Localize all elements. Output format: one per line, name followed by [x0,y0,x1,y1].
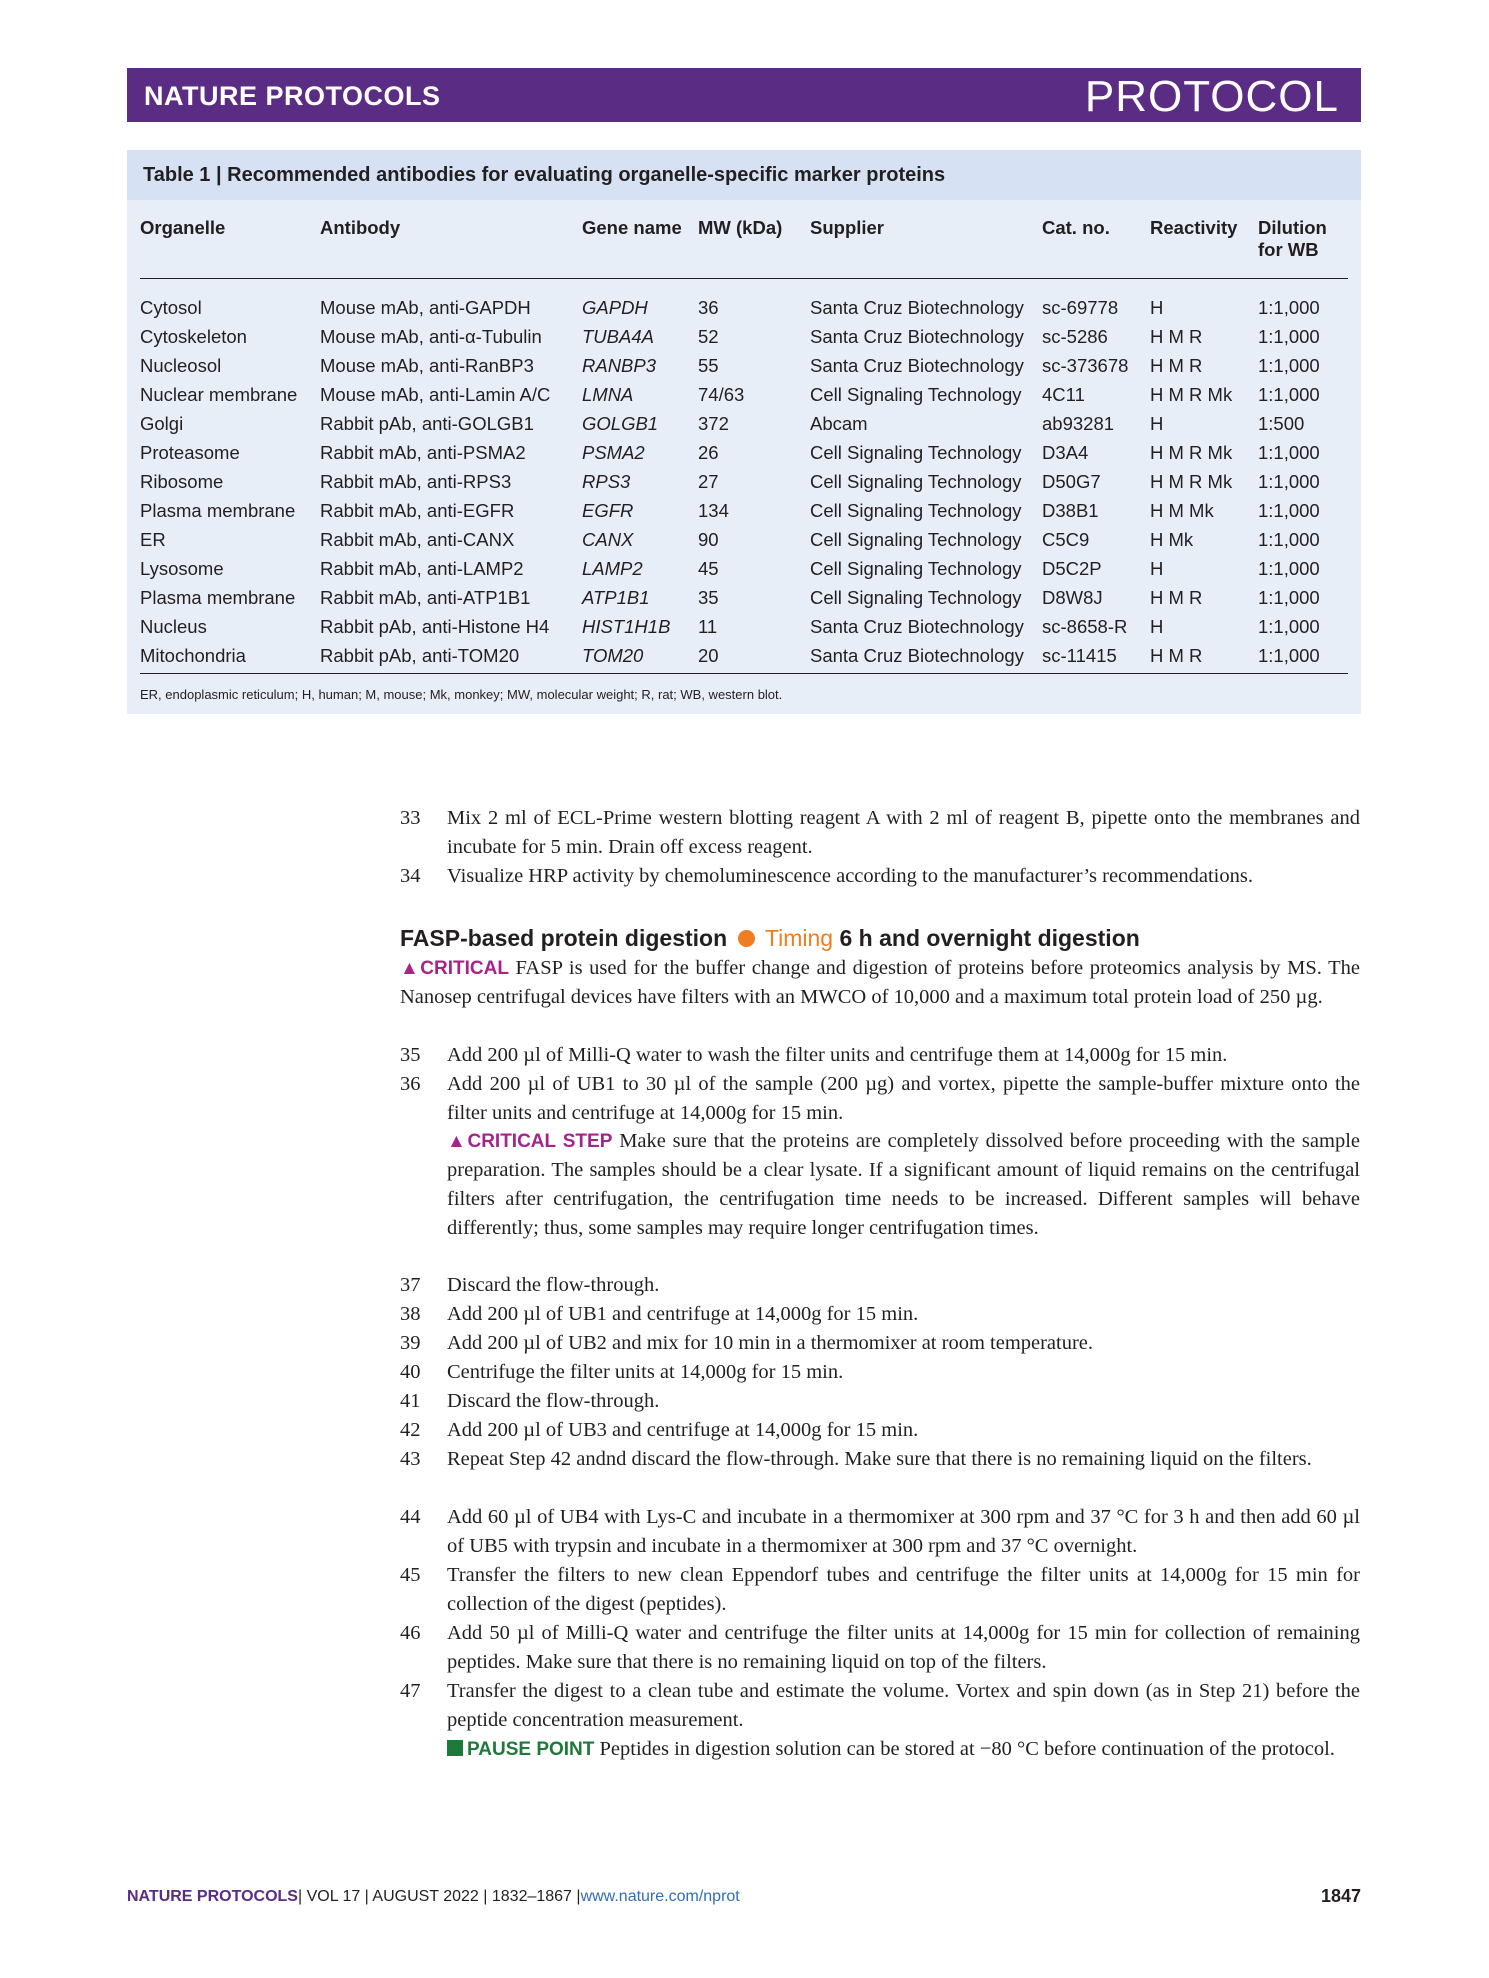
col-header-supplier: Supplier [810,217,885,238]
cell-antibody: Rabbit pAb, anti-GOLGB1 [320,413,534,434]
cell-organelle: Cytoskeleton [140,326,247,347]
cell-supplier: Abcam [810,413,868,434]
cell-mw: 372 [698,413,729,434]
cell-supplier: Cell Signaling Technology [810,529,1022,550]
cell-antibody: Mouse mAb, anti-RanBP3 [320,355,534,376]
table-row [127,471,1361,500]
table-title [143,164,945,187]
cell-cat-no: D3A4 [1042,442,1089,463]
cell-cat-no: 4C11 [1042,384,1085,405]
cell-gene-name: TOM20 [582,645,644,666]
cell-mw: 27 [698,471,719,492]
cell-organelle: ER [140,529,166,550]
table-rule-top [140,278,1348,279]
cell-dilution: 1:1,000 [1258,326,1320,347]
cell-antibody: Rabbit pAb, anti-TOM20 [320,645,520,666]
cell-cat-no: ab93281 [1042,413,1115,434]
cell-mw: 74/63 [698,384,745,405]
cell-reactivity: H M R Mk [1150,442,1233,463]
cell-dilution: 1:1,000 [1258,355,1320,376]
cell-dilution: 1:1,000 [1258,558,1320,579]
step-number: 47 [400,1680,421,1702]
step-text: Mix 2 ml of ECL-Prime western blotting reagent A with 2 ml of reagent B, pipette onto the membranes and incubate for 5 min. Drain off excess reagent. [447,807,1360,858]
pause-point-text: Peptides in digestion solution can be stored at −80 °C before continuation of the protocol. [599,1738,1335,1760]
critical-step-text: Make sure that the proteins are completely dissolved before proceeding with the sample preparation. The samples should be a clear lysate. If a significant amount of liquid remains on the centrifugal filters after centrifugation, the centrifugation time needs to be increased. Different samples will behave differently; thus, some samples may require longer centrifugation times. [447,1130,1360,1239]
table-row [127,616,1361,645]
cell-organelle: Lysosome [140,558,224,579]
step-number: 41 [400,1390,421,1412]
cell-dilution: 1:1,000 [1258,471,1320,492]
cell-organelle: Plasma membrane [140,500,296,521]
cell-supplier: Santa Cruz Biotechnology [810,645,1024,666]
step-text: Add 200 µl of UB2 and mix for 10 min in a thermomixer at room temperature. [447,1332,1094,1354]
cell-dilution: 1:1,000 [1258,442,1320,463]
col-header-mw: MW (kDa) [698,217,783,238]
cell-organelle: Plasma membrane [140,587,296,608]
cell-cat-no: D38B1 [1042,500,1099,521]
step-text: Discard the flow-through. [447,1274,660,1296]
step-number: 36 [400,1073,421,1095]
cell-cat-no: sc-8658-R [1042,616,1128,637]
cell-supplier: Santa Cruz Biotechnology [810,297,1024,318]
cell-reactivity: H M R [1150,645,1203,666]
critical-label: ▲CRITICAL [400,958,509,979]
journal-header-bar [127,68,1361,122]
cell-dilution: 1:1,000 [1258,645,1320,666]
critical-step-note [447,1127,1360,1243]
cell-mw: 55 [698,355,719,376]
step-text: Add 200 µl of UB3 and centrifuge at 14,000g for 15 min. [447,1419,919,1441]
cell-supplier: Cell Signaling Technology [810,471,1022,492]
step-text: Add 60 µl of UB4 with Lys-C and incubate in a thermomixer at 300 rpm and 37 °C for 3 h and then add 60 µl of UB5 with trypsin and incubate in a thermomixer at 300 rpm and 37 °C overnight. [447,1506,1360,1557]
cell-reactivity: H M R [1150,355,1203,376]
cell-reactivity: H Mk [1150,529,1194,550]
col-header-reactivity: Reactivity [1150,217,1238,238]
cell-antibody: Mouse mAb, anti-α-Tubulin [320,326,542,347]
cell-dilution: 1:1,000 [1258,587,1320,608]
cell-mw: 134 [698,500,729,521]
step-text: Add 200 µl of Milli-Q water to wash the filter units and centrifuge them at 14,000g for 15 min. [447,1044,1228,1066]
cell-cat-no: sc-5286 [1042,326,1108,347]
table-row [127,558,1361,587]
cell-organelle: Ribosome [140,471,224,492]
cell-mw: 52 [698,326,719,347]
step-number: 45 [400,1564,421,1586]
timing-value: 6 h and overnight digestion [839,925,1140,951]
step-text: Add 50 µl of Milli-Q water and centrifuge the filter units at 14,000g for 15 min for collection of remaining peptides. Make sure that there is no remaining liquid on top of the filters. [447,1622,1360,1673]
pause-point-label: PAUSE POINT [467,1739,595,1760]
cell-gene-name: GAPDH [582,297,648,318]
step-text: Visualize HRP activity by chemoluminescence according to the manufacturer’s recommendations. [447,865,1253,887]
journal-name: NATURE PROTOCOLS [144,81,441,111]
col-header-dilution [1258,217,1327,261]
step-text: Add 200 µl of UB1 to 30 µl of the sample (200 µg) and vortex, pipette the sample-buffer mixture onto the filter units and centrifuge at 14,000g for 15 min. [447,1073,1360,1124]
cell-cat-no: D8W8J [1042,587,1103,608]
step-text: Transfer the digest to a clean tube and estimate the volume. Vortex and spin down (as in Step 21) before the peptide concentration measurement. [447,1680,1360,1731]
cell-gene-name: EGFR [582,500,634,521]
cell-supplier: Cell Signaling Technology [810,558,1022,579]
cell-cat-no: D50G7 [1042,471,1101,492]
step-text: Centrifuge the filter units at 14,000g for 15 min. [447,1361,844,1383]
table-row [127,529,1361,558]
cell-gene-name: LAMP2 [582,558,643,579]
col-header-organelle: Organelle [140,217,226,238]
cell-gene-name: LMNA [582,384,634,405]
col-header-cat-no: Cat. no. [1042,217,1110,238]
cell-supplier: Santa Cruz Biotechnology [810,355,1024,376]
cell-dilution: 1:500 [1258,413,1305,434]
table-row [127,384,1361,413]
page-number: 1847 [1320,1886,1361,1906]
col-header-dilution-line1: Dilution [1258,217,1327,238]
cell-organelle: Nuclear membrane [140,384,298,405]
step-number: 35 [400,1044,421,1066]
timing-dot-icon [738,930,755,947]
step-number: 34 [400,865,421,887]
cell-mw: 90 [698,529,719,550]
table-row [127,326,1361,355]
cell-mw: 20 [698,645,719,666]
cell-supplier: Cell Signaling Technology [810,587,1022,608]
footer-citation: | VOL 17 | AUGUST 2022 | 1832–1867 | [297,1888,581,1905]
cell-organelle: Mitochondria [140,645,246,666]
footer-url-link[interactable]: www.nature.com/nprot [580,1888,740,1905]
step-text: Add 200 µl of UB1 and centrifuge at 14,000g for 15 min. [447,1303,919,1325]
pause-point-icon [447,1740,463,1756]
cell-reactivity: H [1150,413,1164,434]
table-title-bar [127,150,1361,200]
col-header-dilution-line2: for WB [1258,239,1319,260]
step-number: 33 [400,807,421,829]
cell-organelle: Nucleosol [140,355,222,376]
table-label: Table 1 | [143,164,222,186]
cell-gene-name: RPS3 [582,471,631,492]
page-footer [127,1888,740,1906]
table-row [127,645,1361,674]
table-1 [127,150,1361,714]
timing-label: Timing [764,925,834,951]
cell-gene-name: CANX [582,529,634,550]
cell-supplier: Cell Signaling Technology [810,442,1022,463]
cell-dilution: 1:1,000 [1258,616,1320,637]
cell-gene-name: RANBP3 [582,355,657,376]
cell-reactivity: H [1150,558,1164,579]
cell-mw: 26 [698,442,719,463]
cell-dilution: 1:1,000 [1258,529,1320,550]
cell-organelle: Nucleus [140,616,207,637]
table-row [127,297,1361,326]
step-number: 39 [400,1332,421,1354]
cell-reactivity: H M Mk [1150,500,1214,521]
footer-journal: NATURE PROTOCOLS [127,1888,298,1905]
table-caption: Recommended antibodies for evaluating organelle-specific marker proteins [227,164,946,186]
cell-dilution: 1:1,000 [1258,500,1320,521]
section-title: FASP-based protein digestion [400,925,728,951]
step-number: 40 [400,1361,421,1383]
cell-supplier: Cell Signaling Technology [810,384,1022,405]
table-row [127,413,1361,442]
cell-antibody: Rabbit mAb, anti-CANX [320,529,515,550]
cell-antibody: Rabbit mAb, anti-ATP1B1 [320,587,531,608]
cell-gene-name: GOLGB1 [582,413,659,434]
cell-organelle: Golgi [140,413,184,434]
cell-reactivity: H [1150,616,1164,637]
section-label: PROTOCOL [1084,72,1339,121]
cell-cat-no: sc-11415 [1042,645,1117,666]
step-number: 37 [400,1274,421,1296]
step-number: 44 [400,1506,421,1528]
cell-dilution: 1:1,000 [1258,384,1320,405]
cell-supplier: Santa Cruz Biotechnology [810,616,1024,637]
table-footnote: ER, endoplasmic reticulum; H, human; M, mouse; Mk, monkey; MW, molecular weight; R, rat; WB, western blot. [140,687,783,702]
cell-antibody: Rabbit mAb, anti-RPS3 [320,471,512,492]
cell-antibody: Mouse mAb, anti-Lamin A/C [320,384,551,405]
step-number: 43 [400,1448,421,1470]
critical-text: FASP is used for the buffer change and digestion of proteins before proteomics analysis by MS. The Nanosep centrifugal devices have filters with an MWCO of 10,000 and a maximum total protein load of 250 µg. [400,957,1360,1008]
cell-antibody: Rabbit pAb, anti-Histone H4 [320,616,550,637]
cell-mw: 45 [698,558,719,579]
cell-gene-name: TUBA4A [582,326,654,347]
cell-reactivity: H M R Mk [1150,384,1233,405]
cell-antibody: Rabbit mAb, anti-PSMA2 [320,442,526,463]
cell-gene-name: ATP1B1 [582,587,650,608]
cell-organelle: Cytosol [140,297,202,318]
cell-mw: 36 [698,297,719,318]
step-text: Transfer the filters to new clean Eppendorf tubes and centrifuge the filter units at 14,000g for 15 min for collection of the digest (peptides). [447,1564,1360,1615]
cell-reactivity: H [1150,297,1164,318]
step-text: Repeat Step 42 andnd discard the flow-through. Make sure that there is no remaining liquid on the filters. [447,1448,1312,1470]
critical-step-label: ▲CRITICAL STEP [447,1131,613,1152]
section-critical-note [400,954,1360,1012]
cell-cat-no: sc-69778 [1042,297,1119,318]
col-header-antibody: Antibody [320,217,401,238]
table-row [127,442,1361,471]
cell-supplier: Santa Cruz Biotechnology [810,326,1024,347]
cell-organelle: Proteasome [140,442,240,463]
pause-point-note [447,1735,1360,1764]
cell-antibody: Rabbit mAb, anti-EGFR [320,500,515,521]
cell-gene-name: PSMA2 [582,442,645,463]
cell-supplier: Cell Signaling Technology [810,500,1022,521]
cell-antibody: Rabbit mAb, anti-LAMP2 [320,558,524,579]
step-text: Discard the flow-through. [447,1390,660,1412]
table-rule-bottom [140,673,1348,674]
step-number: 46 [400,1622,421,1644]
cell-gene-name: HIST1H1B [582,616,671,637]
cell-mw: 11 [698,616,718,637]
table-row [127,500,1361,529]
cell-reactivity: H M R [1150,587,1203,608]
cell-dilution: 1:1,000 [1258,297,1320,318]
cell-reactivity: H M R [1150,326,1203,347]
cell-cat-no: D5C2P [1042,558,1102,579]
cell-antibody: Mouse mAb, anti-GAPDH [320,297,531,318]
table-row [127,587,1361,616]
cell-reactivity: H M R Mk [1150,471,1233,492]
step-number: 42 [400,1419,421,1441]
section-heading [400,925,1140,952]
step-number: 38 [400,1303,421,1325]
cell-mw: 35 [698,587,719,608]
cell-cat-no: C5C9 [1042,529,1090,550]
cell-cat-no: sc-373678 [1042,355,1129,376]
table-row [127,355,1361,384]
col-header-gene-name: Gene name [582,217,682,238]
